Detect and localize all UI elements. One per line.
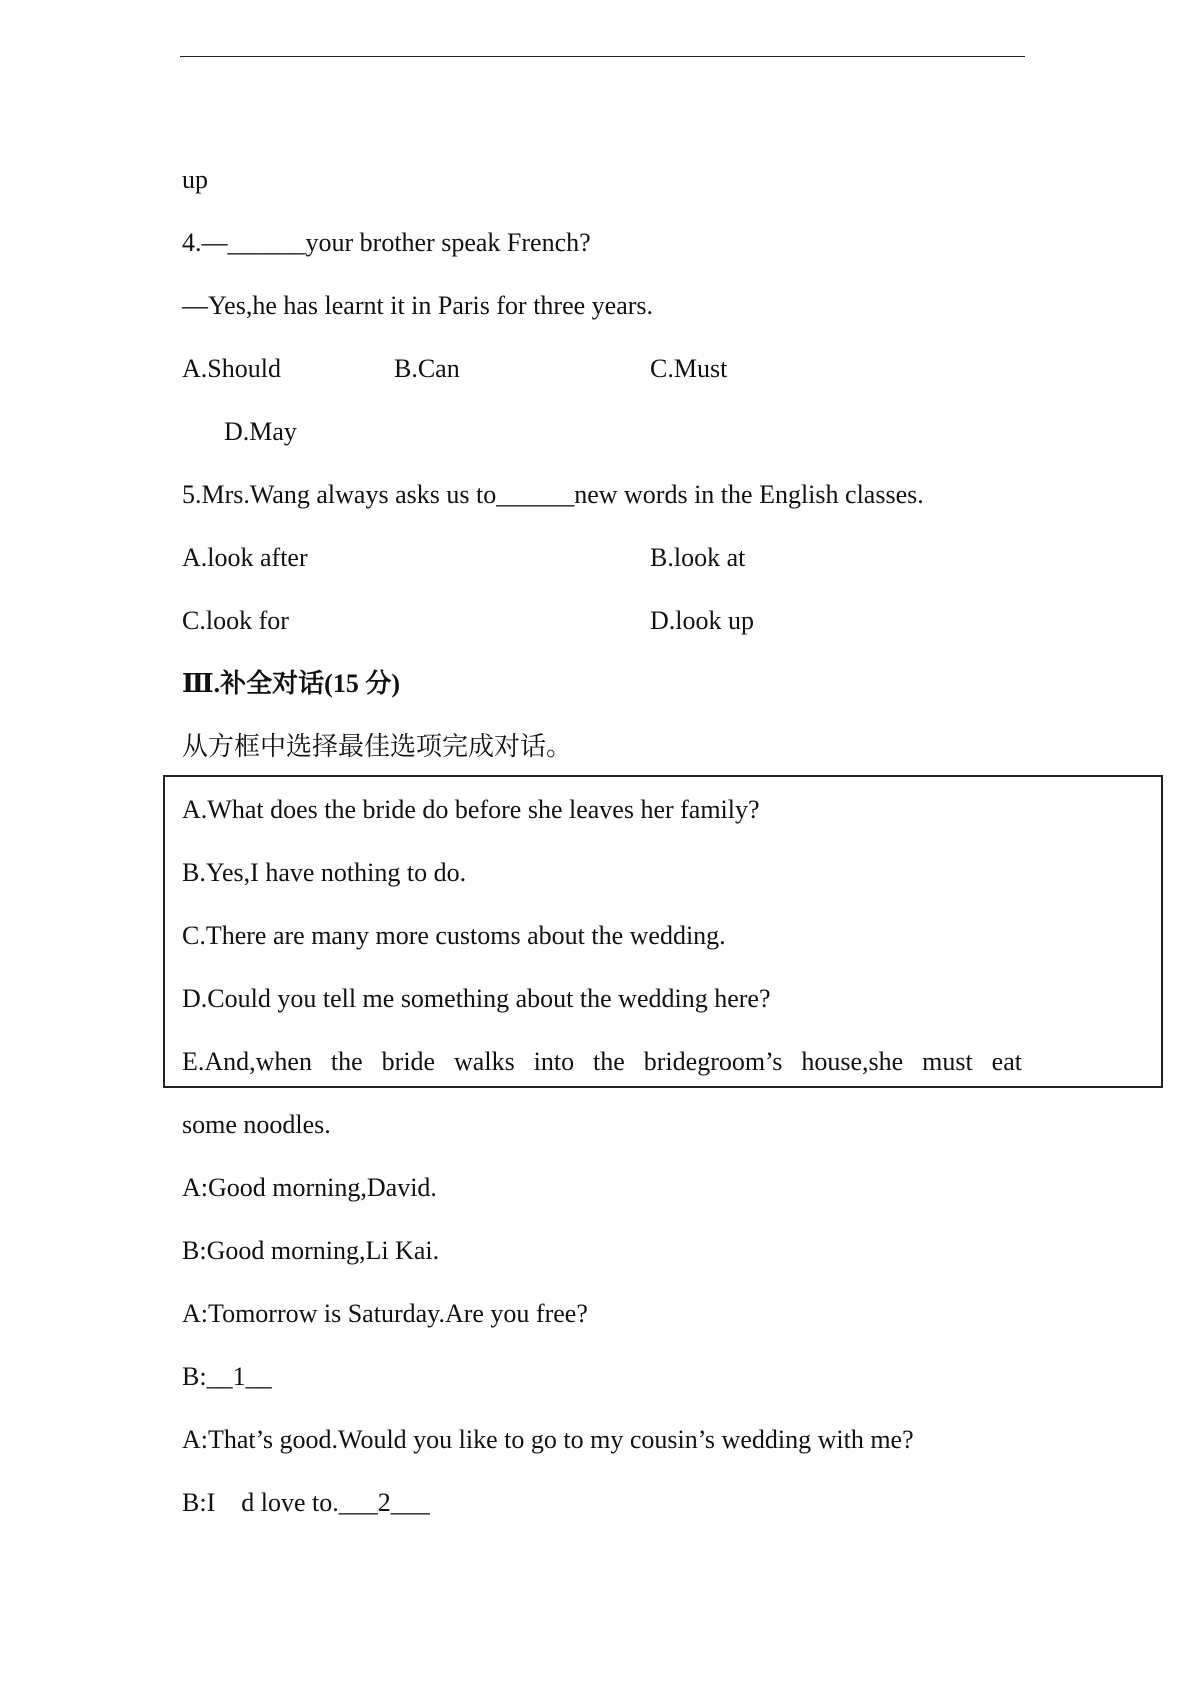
dialogue-line-6 xyxy=(182,1486,430,1520)
dialogue-line-5: A:That’s good.Would you like to go to my cousin’s wedding with me? xyxy=(182,1425,914,1454)
box-option-d: D.Could you tell me something about the wedding here? xyxy=(182,984,771,1013)
question-4-option-c: C.Must xyxy=(650,354,728,383)
question-5-option-d: D.look up xyxy=(650,606,754,635)
question-4-option-a: A.Should xyxy=(182,354,281,383)
question-4-suffix: your brother speak French? xyxy=(305,228,591,257)
dialogue-line-1: A:Good morning,David. xyxy=(182,1173,437,1202)
dialogue-line-6-text: B:I d love to. xyxy=(182,1488,339,1517)
dialogue-line-3: A:Tomorrow is Saturday.Are you free? xyxy=(182,1299,588,1328)
question-4-stem xyxy=(182,226,591,260)
question-4-prefix: 4.— xyxy=(182,228,228,257)
question-5-suffix: new words in the English classes. xyxy=(574,480,924,509)
question-5-option-b: B.look at xyxy=(650,543,746,572)
dialogue-line-2: B:Good morning,Li Kai. xyxy=(182,1236,440,1265)
question-4-reply: —Yes,he has learnt it in Paris for three years. xyxy=(182,291,654,320)
header-rule xyxy=(180,56,1025,57)
dialogue-blank-2: ___2___ xyxy=(338,1488,430,1517)
question-5-option-c: C.look for xyxy=(182,606,289,635)
question-4-option-b: B.Can xyxy=(394,354,460,383)
question-4-option-d: D.May xyxy=(224,417,297,446)
dialogue-blank-1: __1__ xyxy=(206,1362,272,1391)
dialogue-line-4-speaker: B: xyxy=(182,1362,207,1391)
question-5-option-a: A.look after xyxy=(182,543,308,572)
question-5-prefix: 5.Mrs.Wang always asks us to xyxy=(182,480,497,509)
box-option-a: A.What does the bride do before she leaves her family? xyxy=(182,795,760,824)
section-3-instruction: 从方框中选择最佳选项完成对话。 xyxy=(182,732,573,761)
question-5-stem xyxy=(182,478,924,512)
box-option-c: C.There are many more customs about the wedding. xyxy=(182,921,726,950)
box-option-e-continued: some noodles. xyxy=(182,1110,331,1139)
continued-text: up xyxy=(182,165,208,194)
box-option-b: B.Yes,I have nothing to do. xyxy=(182,858,467,887)
dialogue-line-4 xyxy=(182,1360,272,1394)
section-3-title: Ⅲ.补全对话(15 分) xyxy=(182,669,400,698)
box-option-e: E.And,when the bride walks into the bridegroom’s house,she must eat xyxy=(182,1047,1022,1076)
question-5-blank: ______ xyxy=(496,480,575,509)
question-4-blank: ______ xyxy=(227,228,306,257)
